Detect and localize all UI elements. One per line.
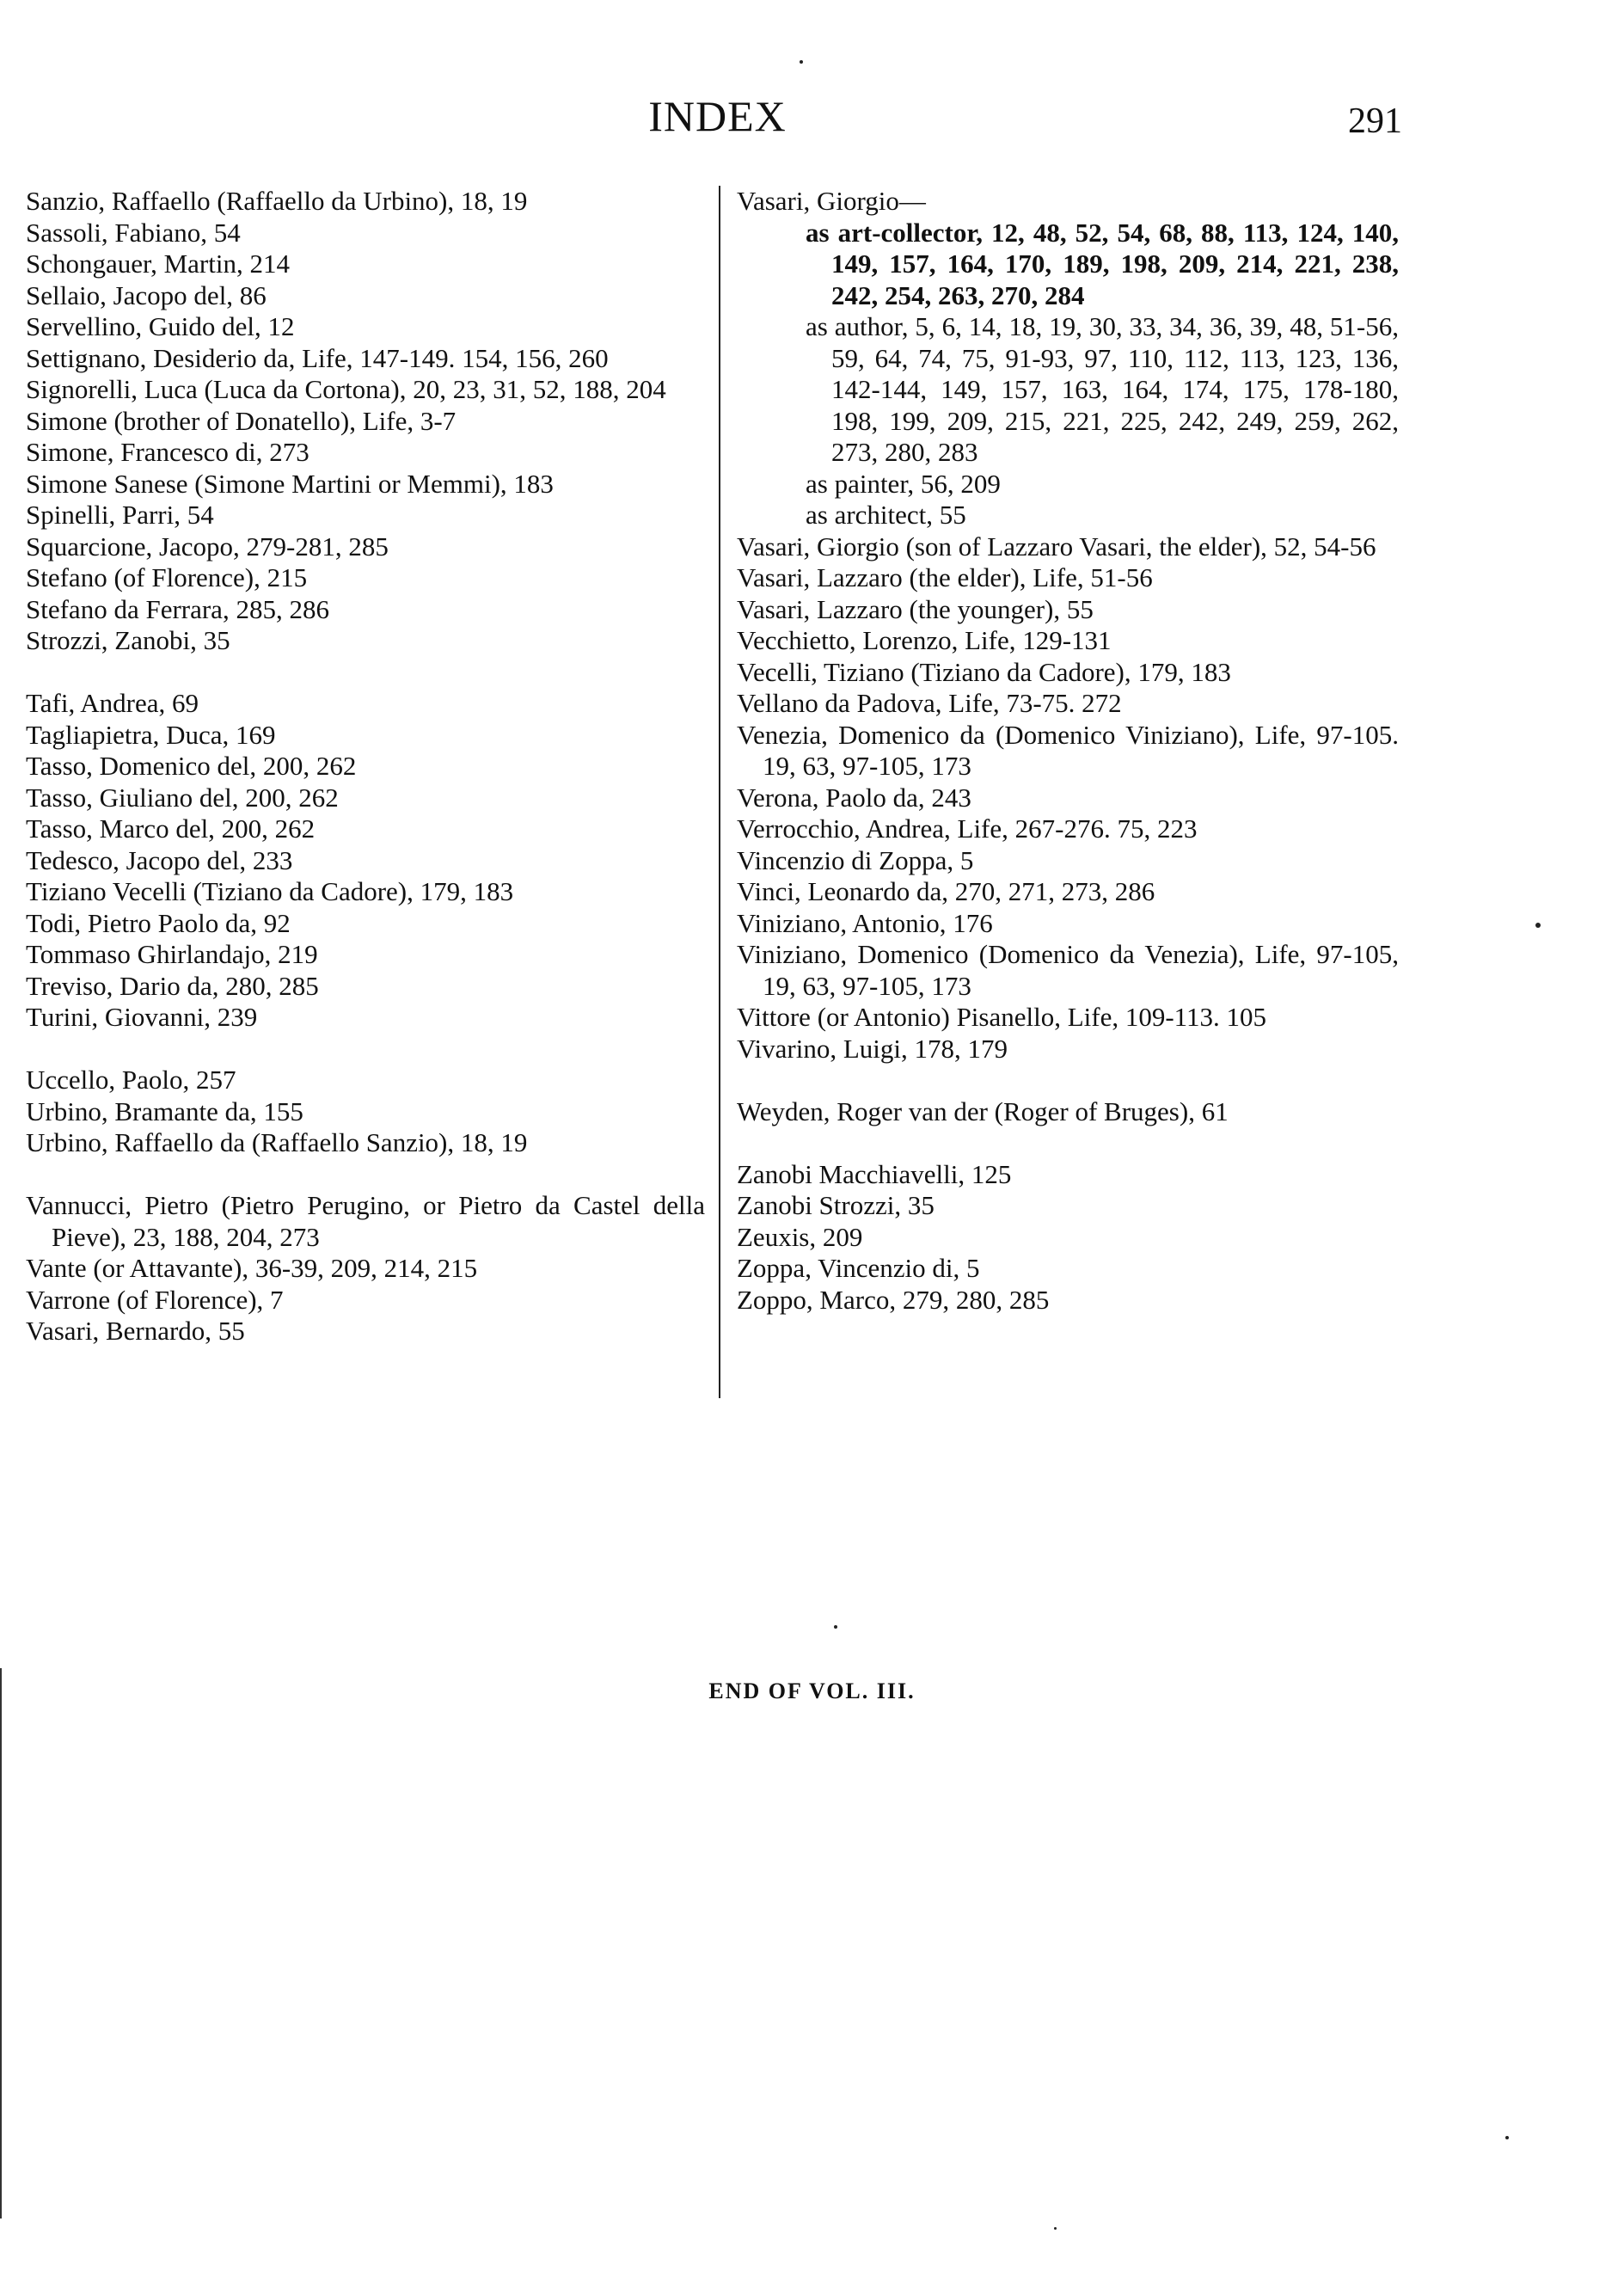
- index-entry: Tedesco, Jacopo del, 233: [26, 844, 293, 875]
- print-speck: [1054, 2227, 1057, 2230]
- index-entry: Simone, Francesco di, 273: [26, 437, 309, 467]
- index-column-right: [737, 186, 1399, 1316]
- index-entry: Vasari, Bernardo, 55: [26, 1316, 245, 1346]
- index-entry: Tasso, Marco del, 200, 262: [26, 813, 316, 844]
- index-entry: Vasari, Lazzaro (the younger), 55: [737, 593, 1094, 624]
- index-entry: Sellaio, Jacopo del, 86: [26, 279, 267, 310]
- index-entry: Turini, Giovanni, 239: [26, 1002, 258, 1032]
- section-gap: [26, 1159, 705, 1191]
- index-entry: Zeuxis, 209: [737, 1221, 863, 1252]
- index-entry: Tafi, Andrea, 69: [26, 688, 199, 718]
- index-entry: Vasari, Lazzaro (the elder), Life, 51-56: [737, 562, 1153, 592]
- index-entry: Servellino, Guido del, 12: [26, 311, 295, 341]
- index-entry: Vellano da Padova, Life, 73-75. 272: [737, 688, 1122, 718]
- end-of-volume-note: END OF VOL. III.: [708, 1678, 916, 1703]
- index-entry: Tiziano Vecelli (Tiziano da Cadore), 179, 183: [26, 876, 514, 906]
- print-speck: [1535, 923, 1541, 928]
- index-entry: Tasso, Giuliano del, 200, 262: [26, 782, 339, 813]
- index-entry: Uccello, Paolo, 257: [26, 1065, 236, 1095]
- index-entry: Urbino, Raffaello da (Raffaello Sanzio), 18, 19: [26, 1127, 528, 1157]
- index-entry: Viniziano, Antonio, 176: [737, 907, 993, 938]
- index-entry: Zoppo, Marco, 279, 280, 285: [737, 1284, 1050, 1315]
- scan-edge-line: [0, 1668, 2, 2219]
- index-entry: Vecelli, Tiziano (Tiziano da Cadore), 179, 183: [737, 656, 1231, 687]
- index-entry: Stefano da Ferrara, 285, 286: [26, 593, 329, 624]
- index-subentry: as architect, 55: [806, 500, 966, 530]
- section-gap: [26, 657, 705, 689]
- index-entry: Zanobi Macchiavelli, 125: [737, 1158, 1012, 1189]
- index-entry: Zanobi Strozzi, 35: [737, 1190, 935, 1220]
- index-entry: Vasari, Giorgio (son of Lazzaro Vasari, the elder), 52, 54-56: [737, 531, 1376, 562]
- page-header: [0, 86, 1624, 146]
- section-gap: [26, 1034, 705, 1065]
- column-divider: [719, 186, 720, 1398]
- index-entry: Vante (or Attavante), 36-39, 209, 214, 215: [26, 1253, 478, 1283]
- index-entry: Verrocchio, Andrea, Life, 267-276. 75, 223: [737, 813, 1198, 844]
- section-gap: [737, 1127, 1399, 1159]
- index-entry: Treviso, Dario da, 280, 285: [26, 970, 319, 1001]
- index-entry: Tommaso Ghirlandajo, 219: [26, 939, 318, 969]
- index-entry: Settignano, Desiderio da, Life, 147-149. 154, 156, 260: [26, 342, 609, 373]
- print-speck: [1505, 2136, 1509, 2139]
- index-entry: Tasso, Domenico del, 200, 262: [26, 751, 357, 781]
- index-entry: Vannucci, Pietro (Pietro Perugino, or Pietro da Castel della Pieve), 23, 188, 204, 273: [26, 1190, 705, 1252]
- index-entry: Vincenzio di Zoppa, 5: [737, 844, 974, 875]
- index-entry: Schongauer, Martin, 214: [26, 249, 290, 279]
- index-entry: Signorelli, Luca (Luca da Cortona), 20, 23, 31, 52, 188, 204: [26, 374, 666, 404]
- index-subentry: as author, 5, 6, 14, 18, 19, 30, 33, 34, 36, 39, 48, 51-56, 59, 64, 74, 75, 91-93, 97, 110, 112, 113, 123, 136, 142-144, 149, 157, 163, 164, 174, 175, 178-180, 198, 199, 209, 215, 221, 225, 242, 249, 259, 262, 273, 280, 283: [806, 311, 1399, 467]
- section-gap: [737, 1065, 1399, 1096]
- index-entry: Vecchietto, Lorenzo, Life, 129-131: [737, 625, 1112, 655]
- index-entry: Varrone (of Florence), 7: [26, 1284, 284, 1315]
- index-entry: Todi, Pietro Paolo da, 92: [26, 907, 291, 938]
- index-entry: Spinelli, Parri, 54: [26, 500, 214, 530]
- index-entry: Vinci, Leonardo da, 270, 271, 273, 286: [737, 876, 1155, 906]
- index-entry: Sanzio, Raffaello (Raffaello da Urbino), 18, 19: [26, 186, 528, 216]
- page-title: INDEX: [648, 92, 787, 140]
- index-entry: Zoppa, Vincenzio di, 5: [737, 1253, 980, 1283]
- index-subentry: as painter, 56, 209: [806, 468, 1001, 499]
- print-speck: [834, 1625, 837, 1629]
- index-entry: Vivarino, Luigi, 178, 179: [737, 1033, 1008, 1064]
- index-entry: Viniziano, Domenico (Domenico da Venezia), Life, 97-105, 19, 63, 97-105, 173: [737, 939, 1399, 1001]
- print-speck: [800, 60, 803, 64]
- index-entry: Weyden, Roger van der (Roger of Bruges), 61: [737, 1095, 1229, 1126]
- index-entry: Sassoli, Fabiano, 54: [26, 217, 241, 248]
- page-number: 291: [1348, 101, 1402, 141]
- index-entry: Tagliapietra, Duca, 169: [26, 719, 276, 750]
- index-entry: Strozzi, Zanobi, 35: [26, 625, 230, 655]
- index-subentry: as art-collector, 12, 48, 52, 54, 68, 88, 113, 124, 140, 149, 157, 164, 170, 189, 198, 209, 214, 221, 238, 242, 254, 263, 270, 284: [806, 217, 1399, 310]
- index-entry: Urbino, Bramante da, 155: [26, 1095, 303, 1126]
- index-entry: Vittore (or Antonio) Pisanello, Life, 109-113. 105: [737, 1002, 1267, 1032]
- index-entry: Simone Sanese (Simone Martini or Memmi), 183: [26, 468, 554, 499]
- index-entry: Venezia, Domenico da (Domenico Viniziano), Life, 97-105. 19, 63, 97-105, 173: [737, 719, 1399, 781]
- index-column-left: [26, 186, 705, 1347]
- index-entry: Verona, Paolo da, 243: [737, 782, 971, 813]
- index-entry-heading: Vasari, Giorgio—: [737, 186, 926, 216]
- index-entry: Simone (brother of Donatello), Life, 3-7: [26, 405, 457, 436]
- index-entry: Stefano (of Florence), 215: [26, 562, 308, 592]
- index-entry: Squarcione, Jacopo, 279-281, 285: [26, 531, 389, 562]
